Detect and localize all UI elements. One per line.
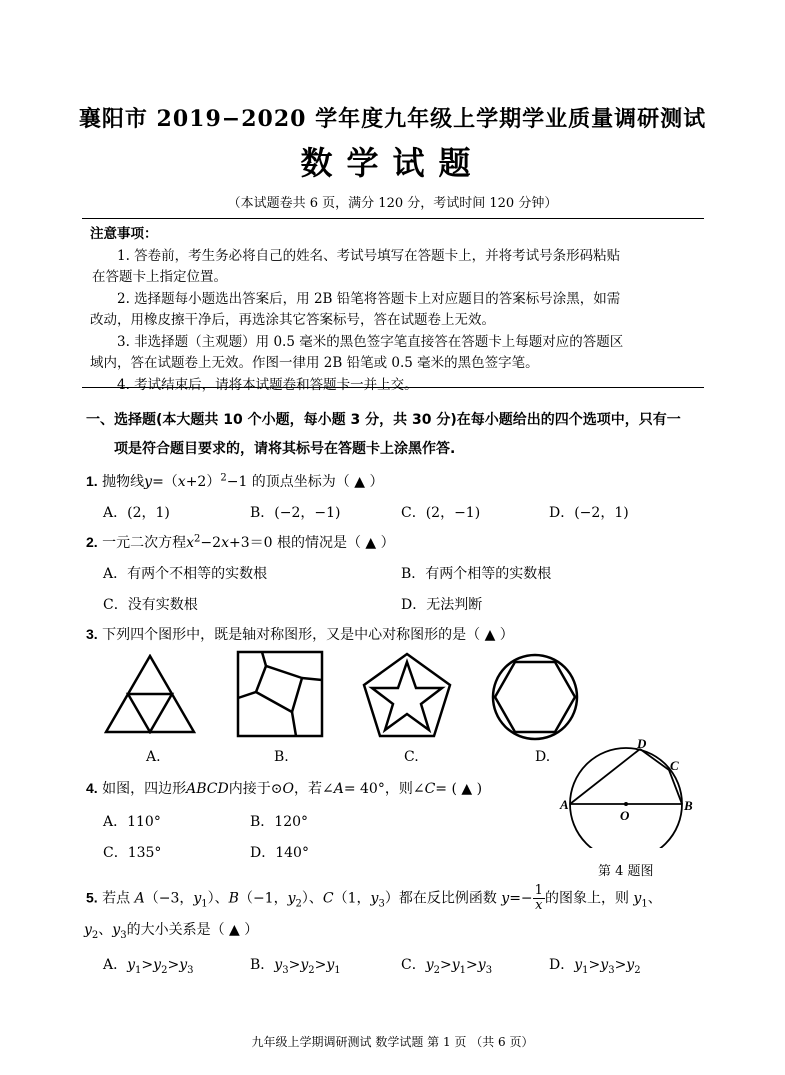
q5-var: y — [153, 957, 162, 973]
question-1 — [86, 471, 383, 491]
q5-subscript: 1 — [641, 898, 648, 910]
gt-sign: > — [440, 957, 452, 973]
question-3 — [86, 624, 514, 644]
fraction-denominator: x — [535, 898, 543, 913]
q5-var: y — [574, 957, 583, 973]
q2-var-x: x — [186, 535, 195, 551]
q5-text: 、 — [98, 922, 113, 938]
q1-option-b: B．(−2，−1) — [250, 505, 341, 521]
q5-option-a — [103, 954, 193, 976]
q5-var: A — [134, 890, 145, 907]
gt-sign: > — [614, 957, 627, 973]
q5-subscript: 1 — [201, 898, 208, 910]
q5-subscript: 2 — [91, 929, 99, 941]
section-heading-line1: 一、选择题(本大题共 10 个小题，每小题 3 分，共 30 分)在每小题给出的四个选项中，只有一 — [86, 412, 681, 428]
q5-text: 的图象上，则 — [544, 890, 629, 907]
q5-var: C — [322, 890, 334, 907]
q5-var: y — [179, 957, 188, 973]
notice-item-3-cont: 域内，答在试题卷上无效。作图一律用 2B 铅笔或 0.5 毫米的黑色签字笔。 — [90, 355, 539, 371]
figure-c-pentagon-star — [362, 652, 452, 738]
q2-text: 一元二次方程 — [102, 535, 187, 551]
q5-subscript: 1 — [135, 964, 142, 976]
q5-option-d — [549, 954, 641, 976]
q5-subscript: 3 — [187, 964, 194, 976]
q5-text: （1， — [333, 890, 371, 907]
notice-item-4: 4. 考试结束后，请将本试题卷和答题卡一并上交。 — [117, 376, 418, 393]
q4-var-a: A — [333, 781, 344, 797]
section-heading-line2: 项是符合题目要求的，请将其标号在答题卡上涂黑作答. — [114, 441, 456, 457]
q1-option-c: C．(2，−1) — [401, 505, 481, 521]
figure-d-circle-hexagon — [490, 652, 580, 742]
q2-text: −2 — [200, 535, 222, 551]
q5-var: y — [626, 957, 635, 973]
q5-option-c — [401, 954, 492, 976]
q4-figure-caption: 第 4 题图 — [598, 864, 654, 879]
q5-var: y — [84, 922, 92, 938]
option-label: B． — [250, 957, 275, 973]
question-4 — [86, 778, 482, 798]
q2-option-d: D．无法判断 — [401, 597, 483, 613]
q5-subscript: 3 — [608, 964, 615, 976]
notice-item-2: 2. 选择题每小题选出答案后，用 2B 铅笔将答题卡上对应题目的答案标号涂黑，如需 — [117, 290, 621, 307]
q5-var: y — [287, 890, 296, 907]
gt-sign: > — [314, 957, 327, 973]
point-a-label: A — [560, 797, 569, 812]
q3-number: 3. — [86, 626, 98, 642]
exam-subtitle: （本试题卷共 6 页，满分 120 分，考试时间 120 分钟） — [227, 196, 558, 211]
q4-option-a: A．110° — [103, 814, 161, 830]
q5-text: ）、 — [207, 890, 229, 907]
point-o-label: O — [620, 808, 630, 823]
q5-text: ）、 — [301, 890, 323, 907]
q5-text: （−3， — [144, 890, 194, 907]
q5-text: ）都在反比例函数 — [384, 890, 497, 907]
q5-subscript: 1 — [459, 964, 467, 976]
option-label: C． — [401, 957, 426, 973]
q5-subscript: 2 — [308, 964, 315, 976]
q5-var: y — [112, 922, 121, 938]
q5-subscript: 1 — [334, 964, 341, 976]
q4-text: 内接于⊙ — [228, 781, 283, 797]
q1-var-x: x — [177, 474, 186, 490]
gt-sign: > — [141, 957, 154, 973]
q5-var: y — [477, 957, 486, 973]
q5-subscript: 2 — [161, 964, 168, 976]
q1-text: +2） — [185, 474, 221, 490]
q5-var: y — [193, 890, 202, 907]
notice-heading: 注意事项： — [90, 226, 158, 242]
notice-item-2-cont: 改动，用橡皮擦干净后，再选涂其它答案标号，答在试题卷上无效。 — [90, 312, 495, 328]
q5-var: y — [451, 957, 460, 973]
q3-text: 下列四个图形中，既是轴对称图形，又是中心对称图形的是（ ▲ ） — [102, 627, 514, 643]
figure-a-triangle — [104, 654, 196, 734]
q2-option-c: C．没有实数根 — [103, 597, 198, 613]
figure-label-a: A. — [146, 749, 161, 765]
gt-sign: > — [466, 957, 478, 973]
q1-option-d: D．(−2，1) — [549, 505, 629, 521]
q4-option-d: D．140° — [250, 845, 309, 861]
notice-item-3: 3. 非选择题（主观题）用 0.5 毫米的黑色签字笔直接答在答题卡上每题对应的答题区 — [117, 333, 624, 350]
q1-var-y: y — [144, 474, 153, 490]
gt-sign: > — [167, 957, 180, 973]
q4-var-o: O — [282, 781, 294, 797]
q5-text: 、 — [647, 890, 662, 907]
q5-var: y — [501, 890, 510, 907]
q1-option-a: A．(2，1) — [103, 505, 170, 521]
question-5-line2 — [84, 919, 258, 941]
q5-var: y — [425, 957, 434, 973]
q5-var: y — [600, 957, 609, 973]
q5-var: B — [228, 890, 239, 907]
q5-option-b — [250, 954, 341, 976]
q5-subscript: 2 — [295, 898, 302, 910]
q5-number: 5. — [86, 889, 98, 906]
notice-item-1: 1. 答卷前，考生务必将自己的姓名、考试号填写在答题卡上，并将考试号条形码粘贴 — [117, 247, 621, 264]
figure-label-d: D. — [535, 749, 551, 765]
q5-text: 若点 — [102, 890, 131, 907]
q5-subscript: 2 — [433, 964, 441, 976]
option-label: A． — [103, 957, 128, 973]
q5-var: y — [274, 957, 283, 973]
option-label: D． — [549, 957, 575, 973]
figure-b-square — [236, 650, 324, 738]
q1-exponent: 2 — [220, 472, 227, 484]
q5-text: 的大小关系是（ ▲ ） — [126, 922, 259, 938]
q2-option-b: B．有两个相等的实数根 — [401, 566, 552, 582]
gt-sign: > — [288, 957, 301, 973]
q4-option-c: C．135° — [103, 845, 162, 861]
q2-number: 2. — [86, 534, 98, 550]
q4-text: 如图，四边形 — [102, 781, 187, 797]
gt-sign: > — [588, 957, 601, 973]
q2-exponent: 2 — [194, 533, 201, 545]
q2-text: +3＝0 根的情况是（ ▲ ） — [228, 535, 395, 551]
q2-var-x: x — [221, 535, 229, 551]
q5-var: y — [370, 890, 379, 907]
q5-subscript: 3 — [485, 964, 493, 976]
q4-text: = ( ▲ ) — [435, 781, 483, 797]
q5-fraction — [533, 884, 545, 913]
page-footer: 九年级上学期调研测试 数学试题 第 1 页 （共 6 页） — [251, 1035, 534, 1049]
notice-top-rule — [82, 218, 704, 219]
q4-var-abcd: ABCD — [186, 781, 229, 797]
q2-option-a: A．有两个不相等的实数根 — [103, 566, 268, 582]
q4-option-b: B．120° — [250, 814, 309, 830]
point-d-label: D — [637, 738, 647, 751]
q5-subscript: 3 — [282, 964, 289, 976]
notice-item-1-cont: 在答题卡上指定位置。 — [92, 269, 227, 285]
q4-text: ，若∠ — [293, 781, 334, 797]
q5-text: （−1， — [238, 890, 288, 907]
q1-number: 1. — [86, 473, 98, 489]
q5-var: y — [633, 890, 642, 907]
q5-var: y — [326, 957, 335, 973]
notice-block — [90, 224, 700, 396]
figure-label-b: B. — [274, 749, 289, 765]
question-5-line1 — [86, 884, 662, 913]
q4-number: 4. — [86, 780, 98, 796]
q4-text: = 40°，则∠ — [343, 781, 425, 797]
q5-var: y — [127, 957, 136, 973]
q5-subscript: 1 — [582, 964, 589, 976]
q5-subscript: 3 — [378, 898, 385, 910]
q5-text: =− — [509, 890, 533, 907]
exam-title: 襄阳市 2019−2020 学年度九年级上学期学业质量调研测试 — [78, 106, 707, 132]
fraction-numerator: 1 — [534, 883, 543, 898]
q5-var: y — [300, 957, 309, 973]
q1-text: 抛物线 — [102, 474, 145, 490]
q5-subscript: 2 — [634, 964, 641, 976]
notice-bottom-rule — [82, 387, 704, 388]
point-b-label: B — [684, 798, 693, 813]
question-2 — [86, 532, 395, 552]
q1-text: =（ — [152, 474, 178, 490]
figure-label-c: C. — [404, 749, 419, 765]
point-c-label: C — [670, 758, 679, 773]
q4-circle-figure — [556, 738, 698, 848]
q1-text: −1 的顶点坐标为（ ▲ ） — [226, 474, 384, 490]
q4-var-c: C — [424, 781, 436, 797]
subject-title: 数学试题 — [300, 144, 485, 182]
q5-subscript: 3 — [120, 929, 127, 941]
